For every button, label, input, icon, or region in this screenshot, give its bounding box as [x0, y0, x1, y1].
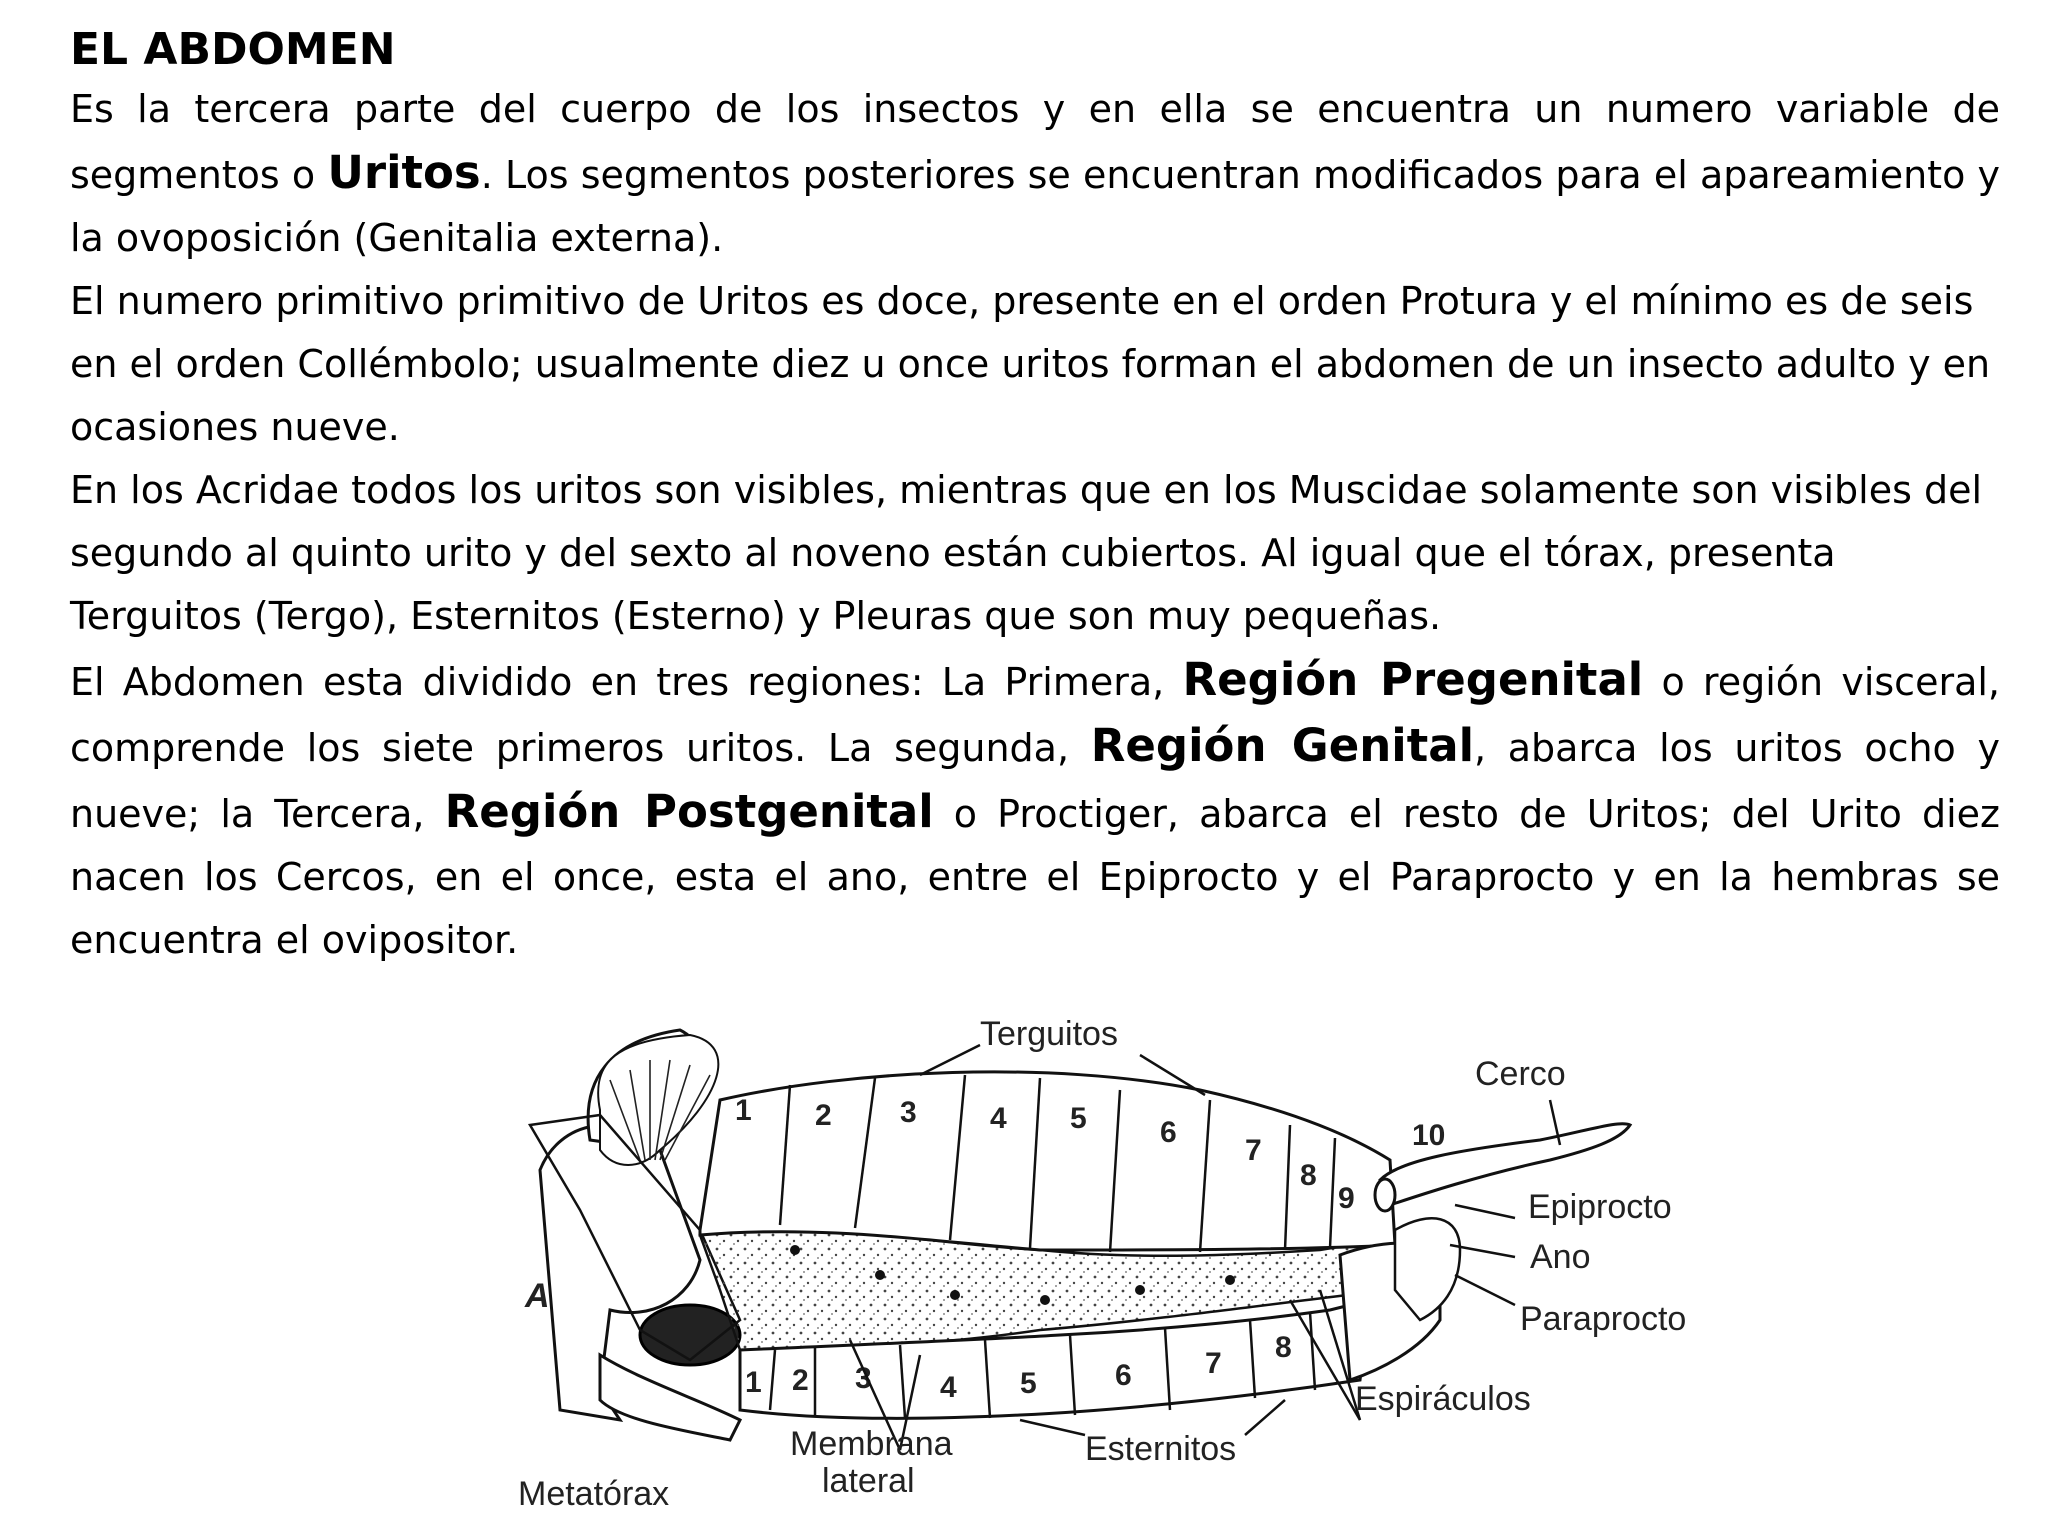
label-lateral: lateral: [822, 1462, 915, 1500]
label-figure-a: A: [525, 1277, 550, 1315]
paragraph-1-part-b: . Los segmentos posteriores se encuentran modificados para el apareamiento y la ovoposición (Genitalia externa).: [70, 153, 2000, 260]
label-paraprocto: Paraprocto: [1520, 1300, 1687, 1338]
coxa-dark: [640, 1305, 740, 1365]
term-region-genital: Región Genital: [1090, 719, 1474, 772]
paragraph-3: En los Acridae todos los uritos son visibles, mientras que en los Muscidae solamente son visibles del segundo al quinto urito y del sexto al noveno están cubiertos. Al igual que el tórax, presenta Terguitos (Tergo), Esternitos (Esterno) y Pleuras que son muy pequeñas.: [70, 468, 1983, 638]
tergite-number: 6: [1160, 1116, 1177, 1149]
tergite-number: 5: [1070, 1102, 1087, 1135]
label-espiraculos: Espiráculos: [1355, 1380, 1531, 1418]
sternite-number: 1: [745, 1366, 762, 1399]
sternite-number: 4: [940, 1371, 957, 1404]
paragraph-2: El numero primitivo primitivo de Uritos es doce, presente en el orden Protura y el mínimo es de seis en el orden Collémbolo; usualmente diez u once uritos forman el abdomen de un insecto adulto y en ocasiones nueve.: [70, 279, 1991, 449]
wing-fan: [598, 1035, 718, 1165]
sternite-number: 5: [1020, 1367, 1037, 1400]
label-terguitos: Terguitos: [980, 1015, 1118, 1053]
sternite-number: 7: [1205, 1347, 1222, 1380]
label-ano: Ano: [1530, 1238, 1591, 1276]
tergite-number: 3: [900, 1096, 917, 1129]
sternite-number: 2: [792, 1364, 809, 1397]
tergite-outline: [700, 1072, 1395, 1250]
tergite-number: 2: [815, 1099, 832, 1132]
term-region-postgenital: Región Postgenital: [444, 785, 934, 838]
paragraph-4-part-c: , abarca los uritos ocho y nueve; la Tercera,: [70, 726, 2000, 836]
term-region-pregenital: Región Pregenital: [1182, 653, 1644, 706]
label-metatorax: Metatórax: [518, 1475, 670, 1513]
label-cerco: Cerco: [1475, 1055, 1566, 1093]
page-title: EL ABDOMEN: [70, 24, 396, 75]
paragraph-4-part-d: o Proctiger, abarca el resto de Uritos; del Urito diez nacen los Cercos, en el once, esta el ano, entre el Epiprocto y el Paraprocto y en la hembras se encuentra el ovipositor.: [70, 792, 2000, 962]
tergite-number: 9: [1338, 1182, 1355, 1215]
sternite-number: 6: [1115, 1359, 1132, 1392]
tergite-number: 1: [735, 1094, 752, 1127]
label-esternitos: Esternitos: [1085, 1430, 1237, 1468]
label-membrana: Membrana: [790, 1425, 953, 1463]
tergite-number: 7: [1245, 1134, 1262, 1167]
paragraph-4-part-b: o región visceral, comprende los siete primeros uritos. La segunda,: [70, 660, 2001, 770]
tergite-number: 4: [990, 1102, 1007, 1135]
sternite-number: 3: [855, 1362, 872, 1395]
paragraph-1-part-a: Es la tercera parte del cuerpo de los insectos y en ella se encuentra un numero variable de segmentos o: [70, 87, 2000, 197]
label-epiprocto: Epiprocto: [1528, 1188, 1672, 1226]
paragraph-4-part-a: El Abdomen esta dividido en tres regiones: La Primera,: [70, 660, 1183, 704]
tergite-number: 10: [1412, 1119, 1446, 1152]
tergite-number: 8: [1300, 1159, 1317, 1192]
anus-ring: [1375, 1179, 1395, 1211]
metathorax-lower: [600, 1355, 740, 1440]
term-uritos: Uritos: [327, 146, 481, 199]
sternite-number: 8: [1275, 1331, 1292, 1364]
